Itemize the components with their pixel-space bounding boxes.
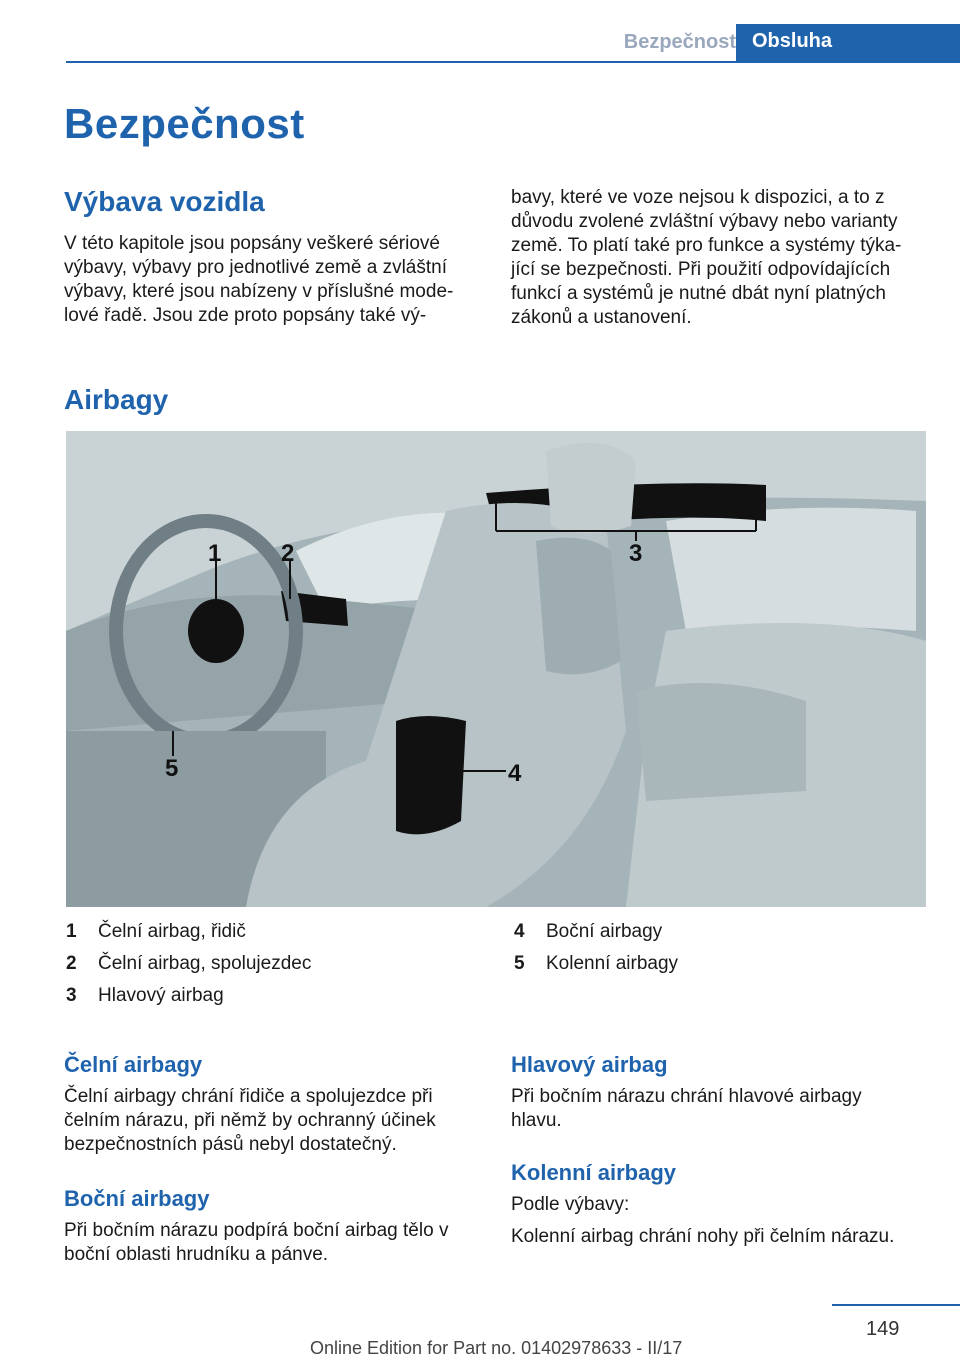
legend-text: Čelní airbag, spolujezdec <box>98 953 312 974</box>
legend-text: Kolenní airbagy <box>546 953 679 974</box>
legend-number: 5 <box>514 953 525 974</box>
legend-number: 1 <box>66 921 77 942</box>
legend-item-3 <box>66 984 224 1008</box>
figure-label-3: 3 <box>629 540 643 567</box>
vybava-column-2 <box>511 186 931 330</box>
page-header <box>0 24 960 62</box>
text-line: hlavu. <box>511 1110 562 1131</box>
edition-text: Online Edition for Part no. 01402978633 - II/17 <box>310 1338 683 1358</box>
text-line: funkcí a systémů je nutné dbát nyní platných <box>511 283 886 304</box>
heading-airbagy: Airbagy <box>64 384 169 415</box>
text-line: bavy, které ve voze nejsou k dispozici, a to z <box>511 187 885 208</box>
text-line: důvodu zvolené zvláštní výbavy nebo varianty <box>511 211 898 232</box>
heading-celni-airbagy: Čelní airbagy <box>64 1052 203 1077</box>
legend-item-4 <box>514 920 662 944</box>
airbag-diagram <box>66 431 926 907</box>
page-title: Bezpečnost <box>64 100 305 147</box>
header-tab-bezpecnost: Bezpečnost <box>623 31 736 53</box>
text-line: čelním nárazu, při němž by ochranný účinek <box>64 1110 436 1131</box>
legend-text: Čelní airbag, řidič <box>98 921 246 942</box>
header-rule <box>66 61 960 63</box>
heading-bocni-airbagy: Boční airbagy <box>64 1186 210 1211</box>
car-interior-illustration <box>66 431 926 907</box>
hlavovy-text <box>511 1085 931 1133</box>
heading-hlavovy-airbag: Hlavový airbag <box>511 1052 668 1077</box>
legend-item-5 <box>514 952 678 976</box>
figure-label-5: 5 <box>165 755 179 782</box>
text-line: V této kapitole jsou popsány veškeré sériové <box>64 233 440 254</box>
text-line: Podle výbavy: <box>511 1194 630 1215</box>
heading-vybava-vozidla: Výbava vozidla <box>64 186 265 217</box>
legend-number: 2 <box>66 953 77 974</box>
text-line: jící se bezpečnosti. Při použití odpovídajících <box>511 259 891 280</box>
text-line: Čelní airbagy chrání řidiče a spolujezdce při <box>64 1086 433 1107</box>
text-line: země. To platí také pro funkce a systémy týka- <box>511 235 902 256</box>
text-line: bezpečnostních pásů nebyl dostatečný. <box>64 1134 397 1155</box>
bocni-text <box>64 1219 484 1267</box>
text-line: zákonů a ustanovení. <box>511 307 692 328</box>
vybava-column-1 <box>64 232 484 328</box>
celni-text <box>64 1085 484 1157</box>
text-line: výbavy, které jsou nabízeny v příslušné mode- <box>64 281 454 302</box>
figure-label-1: 1 <box>208 540 222 567</box>
text-line: Při bočním nárazu podpírá boční airbag tělo v <box>64 1220 449 1241</box>
figure-label-4: 4 <box>508 760 522 787</box>
legend-item-1 <box>66 920 246 944</box>
text-line: výbavy, výbavy pro jednotlivé země a zvláštní <box>64 257 447 278</box>
text-line: Při bočním nárazu chrání hlavové airbagy <box>511 1086 862 1107</box>
footer-rule <box>832 1304 960 1306</box>
text-line: Kolenní airbag chrání nohy při čelním nárazu. <box>511 1226 895 1247</box>
legend-number: 4 <box>514 921 525 942</box>
legend-number: 3 <box>66 985 77 1006</box>
legend-text: Boční airbagy <box>546 921 663 942</box>
header-tab-obsluha: Obsluha <box>736 24 960 63</box>
page-number: 149 <box>866 1318 900 1340</box>
legend-item-2 <box>66 952 311 976</box>
text-line: lové řadě. Jsou zde proto popsány také vý- <box>64 305 427 326</box>
legend-text: Hlavový airbag <box>98 985 224 1006</box>
figure-label-2: 2 <box>281 540 295 567</box>
heading-kolenni-airbagy: Kolenní airbagy <box>511 1160 677 1185</box>
kolenni-text <box>511 1193 931 1249</box>
text-line: boční oblasti hrudníku a pánve. <box>64 1244 329 1265</box>
